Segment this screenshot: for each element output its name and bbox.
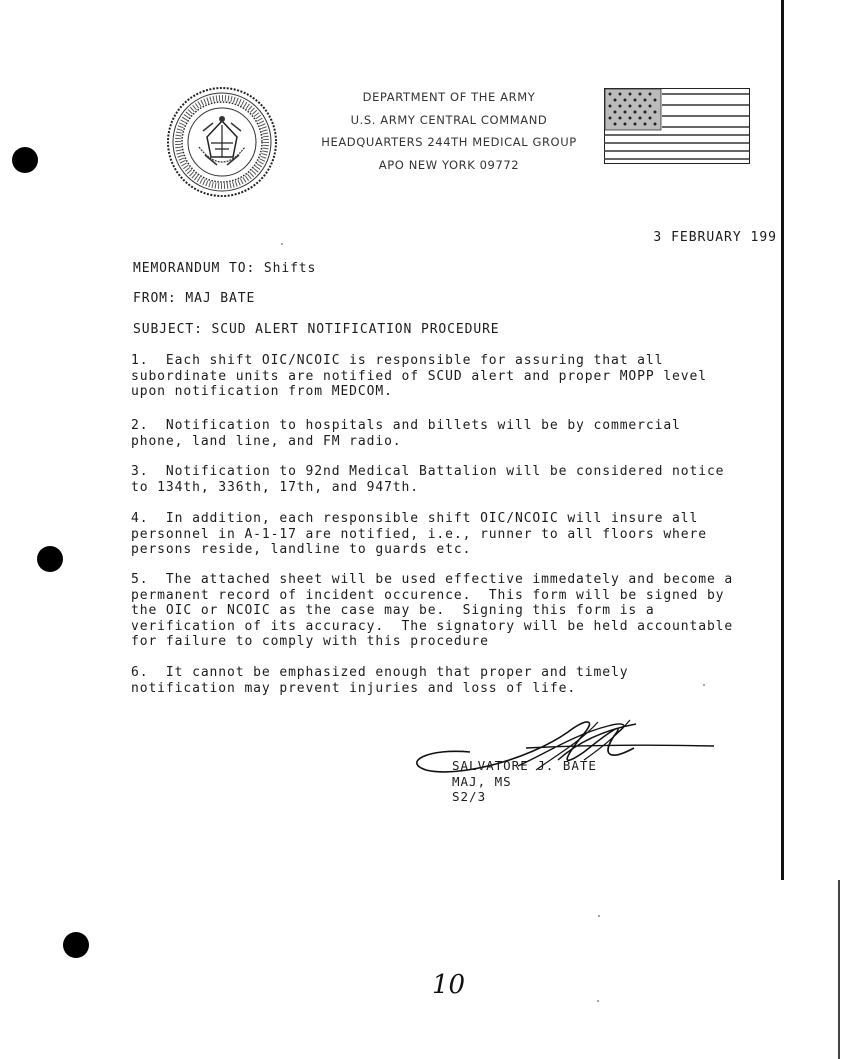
- scan-speck: [703, 684, 705, 686]
- scan-speck: [597, 1000, 599, 1002]
- scan-speck: [281, 243, 283, 245]
- memo-from: FROM: MAJ BATE: [133, 291, 256, 306]
- signatory-office: S2/3: [452, 789, 487, 804]
- memo-to: MEMORANDUM TO: Shifts: [133, 261, 317, 276]
- army-seal-logo: [165, 85, 279, 199]
- paragraph-2: 2. Notification to hospitals and billets will be by commercial phone, land line, and FM radio.: [131, 418, 681, 449]
- punch-hole-top: [12, 147, 38, 173]
- us-flag-icon: [604, 88, 750, 164]
- letterhead: [290, 86, 608, 176]
- memo-subject: SUBJECT: SCUD ALERT NOTIFICATION PROCEDURE: [133, 322, 500, 337]
- signatory-rank: MAJ, MS: [452, 773, 512, 789]
- punch-hole-bottom: [63, 932, 89, 958]
- scan-speck: [598, 915, 600, 917]
- letterhead-department: DEPARTMENT OF THE ARMY: [362, 90, 536, 104]
- page-number: 10: [432, 970, 466, 1000]
- paragraph-1: 1. Each shift OIC/NCOIC is responsible for assuring that all subordinate units are notified of SCUD alert and proper MOPP level upon notification from MEDCOM.: [131, 353, 707, 399]
- punch-hole-middle: [37, 546, 63, 572]
- paragraph-6: 6. It cannot be emphasized enough that proper and timely notification may prevent injuries and loss of life.: [131, 665, 629, 696]
- letterhead-address: APO NEW YORK 09772: [378, 157, 520, 172]
- signature-block: [452, 758, 597, 805]
- page-edge-shadow-lower: [838, 880, 840, 1059]
- memo-date: 3 FEBRUARY 199: [653, 230, 777, 245]
- letterhead-unit: HEADQUARTERS 244TH MEDICAL GROUP: [321, 135, 577, 149]
- letterhead-command: U.S. ARMY CENTRAL COMMAND: [350, 112, 548, 127]
- paragraph-3: 3. Notification to 92nd Medical Battalion will be considered notice to 134th, 336th, 17th, and 947th.: [131, 464, 725, 495]
- paragraph-5: 5. The attached sheet will be used effective immedately and become a permanent record of incident occurence. This form will be signed by the OIC or NCOIC as the case may be. Signing this form is a verification of its accuracy. The signatory will be held accountable for failure to comply with this procedure: [131, 572, 734, 649]
- paragraph-4: 4. In addition, each responsible shift OIC/NCOIC will insure all personnel in A-1-17 are notified, i.e., runner to all floors where persons reside, landline to guards etc.: [131, 511, 707, 557]
- signatory-name: SALVATORE J. BATE: [452, 758, 597, 773]
